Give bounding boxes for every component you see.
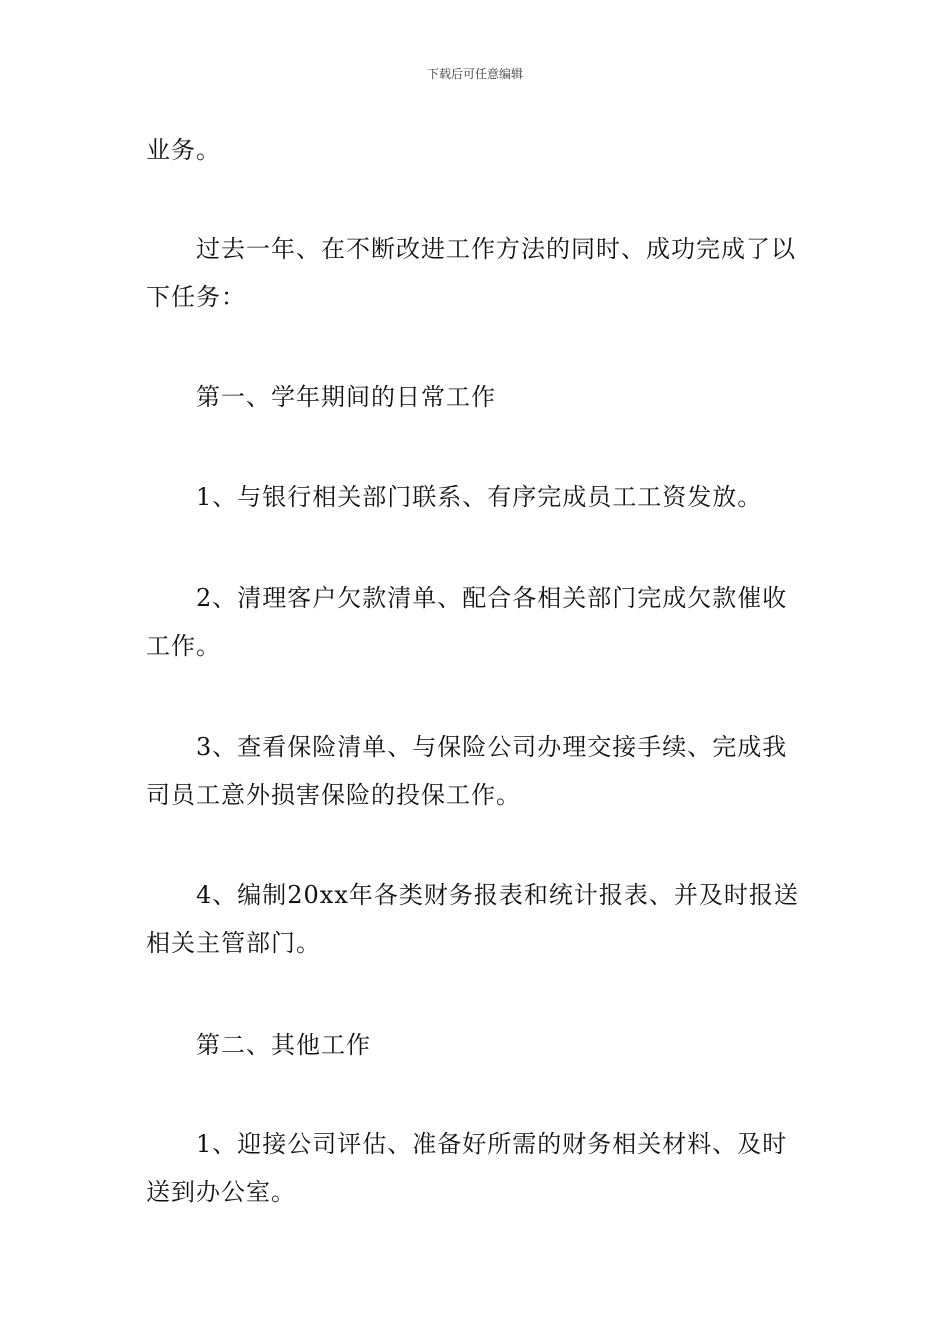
section-1-item-3: 3、查看保险清单、与保险公司办理交接手续、完成我司员工意外损害保险的投保工作。 bbox=[146, 733, 788, 809]
continuation-paragraph: 业务。 bbox=[146, 136, 221, 164]
section-1-heading: 第一、学年期间的日常工作 bbox=[196, 383, 496, 411]
section-1-item-2: 2、清理客户欠款清单、配合各相关部门完成欠款催收工作。 bbox=[146, 584, 788, 660]
section-1-item-4: 4、编制20xx年各类财务报表和统计报表、并及时报送相关主管部门。 bbox=[146, 881, 799, 957]
section-1-item-1: 1、与银行相关部门联系、有序完成员工工资发放。 bbox=[196, 483, 763, 511]
section-2-heading: 第二、其他工作 bbox=[196, 1031, 371, 1059]
intro-paragraph: 过去一年、在不断改进工作方法的同时、成功完成了以下任务： bbox=[146, 235, 796, 311]
section-2-item-1: 1、迎接公司评估、准备好所需的财务相关材料、及时送到办公室。 bbox=[146, 1130, 788, 1206]
page-header-note: 下载后可任意编辑 bbox=[426, 67, 523, 81]
